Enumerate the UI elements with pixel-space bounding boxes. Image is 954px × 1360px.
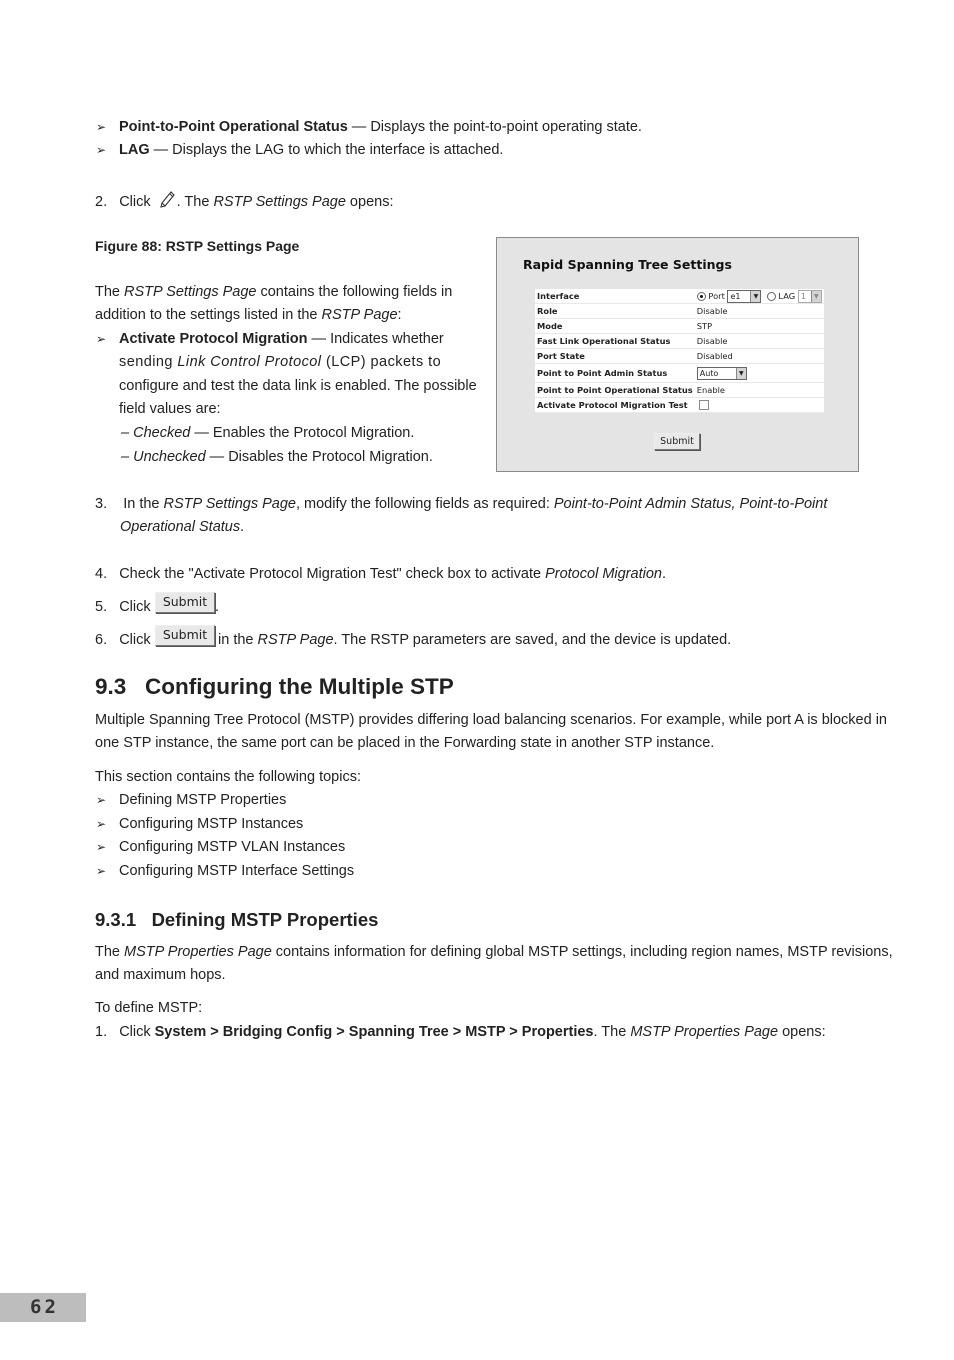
unchecked-value: – Unchecked — Disables the Protocol Migration. xyxy=(121,449,433,465)
activate-line-3: configure and test the data link is enabled. The possible xyxy=(119,378,477,394)
step-4: 4. Check the "Activate Protocol Migration Test" check box to activate Protocol Migration. xyxy=(95,566,666,582)
row-value xyxy=(695,398,824,413)
chevron-down-icon: ▼ xyxy=(811,291,821,302)
row-value: Disable xyxy=(695,334,824,349)
step-3-line-2: Operational Status. xyxy=(120,519,245,535)
step-5: 5. Click xyxy=(95,599,151,615)
activate-line-4: field values are: xyxy=(119,401,221,417)
topics-intro: This section contains the following topics: xyxy=(95,769,361,785)
topic-item: Configuring MSTP Interface Settings xyxy=(119,863,355,879)
row-value: STP xyxy=(695,319,824,334)
row-value: Enable xyxy=(695,383,824,398)
figure-caption: Figure 88: RSTP Settings Page xyxy=(95,238,300,254)
lag-label: LAG xyxy=(778,290,796,301)
rstp-settings-table xyxy=(535,289,824,413)
row-port-state xyxy=(535,349,824,364)
row-interface xyxy=(535,289,824,304)
interface-control xyxy=(695,289,824,304)
port-select[interactable]: e1 ▼ xyxy=(727,290,761,303)
row-label: Interface xyxy=(535,289,695,304)
subsection-para-line-2: and maximum hops. xyxy=(95,967,226,983)
migration-test-checkbox[interactable] xyxy=(699,400,709,410)
step-2: 2. Click . The RSTP Settings Page opens: xyxy=(95,194,394,210)
bullet-marker: ➢ xyxy=(96,864,107,878)
section-heading: 9.3 Configuring the Multiple STP xyxy=(95,674,454,699)
lag-select[interactable]: 1 ▼ xyxy=(798,290,822,303)
page-number: 62 xyxy=(30,1296,59,1318)
chevron-down-icon: ▼ xyxy=(736,368,746,379)
row-label: Activate Protocol Migration Test xyxy=(535,398,695,413)
step-5-period: . xyxy=(215,599,220,615)
bullet-marker: ➢ xyxy=(96,120,107,134)
figure-submit-button[interactable]: Submit xyxy=(654,433,700,450)
row-label: Port State xyxy=(535,349,695,364)
row-value xyxy=(695,364,824,383)
rstp-settings-figure xyxy=(496,237,859,472)
bullet-marker: ➢ xyxy=(96,143,107,157)
subsection-step-1: 1. Click System > Bridging Config > Spanning Tree > MSTP > Properties. The MSTP Properties Page opens: xyxy=(95,1024,826,1040)
chevron-down-icon: ▼ xyxy=(750,291,760,302)
step-6: 6. Click xyxy=(95,632,151,648)
section-para-line-1: Multiple Spanning Tree Protocol (MSTP) provides differing load balancing scenarios. For example, while port A is blocked in xyxy=(95,712,887,728)
step-3-line-1: 3. In the RSTP Settings Page, modify the following fields as required: Point-to-Point Admin Status, Point-to-Point xyxy=(95,496,828,512)
bullet-marker: ➢ xyxy=(96,332,107,346)
topic-item: Configuring MSTP VLAN Instances xyxy=(119,839,346,855)
p2p-admin-select[interactable]: Auto ▼ xyxy=(697,367,747,380)
step-5-submit-button[interactable]: Submit xyxy=(155,592,215,613)
lag-radio[interactable] xyxy=(767,292,776,301)
row-p2p-admin xyxy=(535,364,824,383)
step-6-text: in the RSTP Page. The RSTP parameters are saved, and the device is updated. xyxy=(218,632,732,648)
bullet-marker: ➢ xyxy=(96,840,107,854)
subsection-heading: 9.3.1 Defining MSTP Properties xyxy=(95,909,379,930)
bullet-point-to-point-op-status: Point-to-Point Operational Status — Displays the point-to-point operating state. xyxy=(119,119,642,135)
to-define-mstp: To define MSTP: xyxy=(95,1000,203,1016)
intro-line-2: addition to the settings listed in the RSTP Page: xyxy=(95,307,402,323)
row-value: Disable xyxy=(695,304,824,319)
port-radio[interactable] xyxy=(697,292,706,301)
bullet-marker: ➢ xyxy=(96,817,107,831)
row-label: Fast Link Operational Status xyxy=(535,334,695,349)
subsection-para-line-1: The MSTP Properties Page contains information for defining global MSTP settings, including region names, MSTP revisions, xyxy=(95,944,893,960)
rstp-settings-title: Rapid Spanning Tree Settings xyxy=(523,257,732,272)
row-label: Point to Point Admin Status xyxy=(535,364,695,383)
step-6-submit-button[interactable]: Submit xyxy=(155,625,215,646)
topic-item: Configuring MSTP Instances xyxy=(119,816,304,832)
section-para-line-2: one STP instance, the same port can be placed in the Forwarding state in another STP instance. xyxy=(95,735,715,751)
row-role xyxy=(535,304,824,319)
row-label: Mode xyxy=(535,319,695,334)
activate-line-1: Activate Protocol Migration — Indicates whether xyxy=(119,331,444,347)
row-fast-link xyxy=(535,334,824,349)
port-label: Port xyxy=(708,290,725,301)
checked-value: – Checked — Enables the Protocol Migration. xyxy=(121,425,415,441)
bullet-lag: LAG — Displays the LAG to which the interface is attached. xyxy=(119,142,504,158)
row-value: Disabled xyxy=(695,349,824,364)
intro-line-1: The RSTP Settings Page contains the following fields in xyxy=(95,284,453,300)
edit-pencil-icon[interactable] xyxy=(155,192,177,210)
bullet-marker: ➢ xyxy=(96,793,107,807)
row-p2p-oper xyxy=(535,383,824,398)
page-number-box xyxy=(0,1293,86,1322)
row-migration-test xyxy=(535,398,824,413)
topic-item: Defining MSTP Properties xyxy=(119,792,287,808)
row-mode xyxy=(535,319,824,334)
row-label: Point to Point Operational Status xyxy=(535,383,695,398)
activate-line-2: sending Link Control Protocol (LCP) packets to xyxy=(119,354,442,370)
row-label: Role xyxy=(535,304,695,319)
